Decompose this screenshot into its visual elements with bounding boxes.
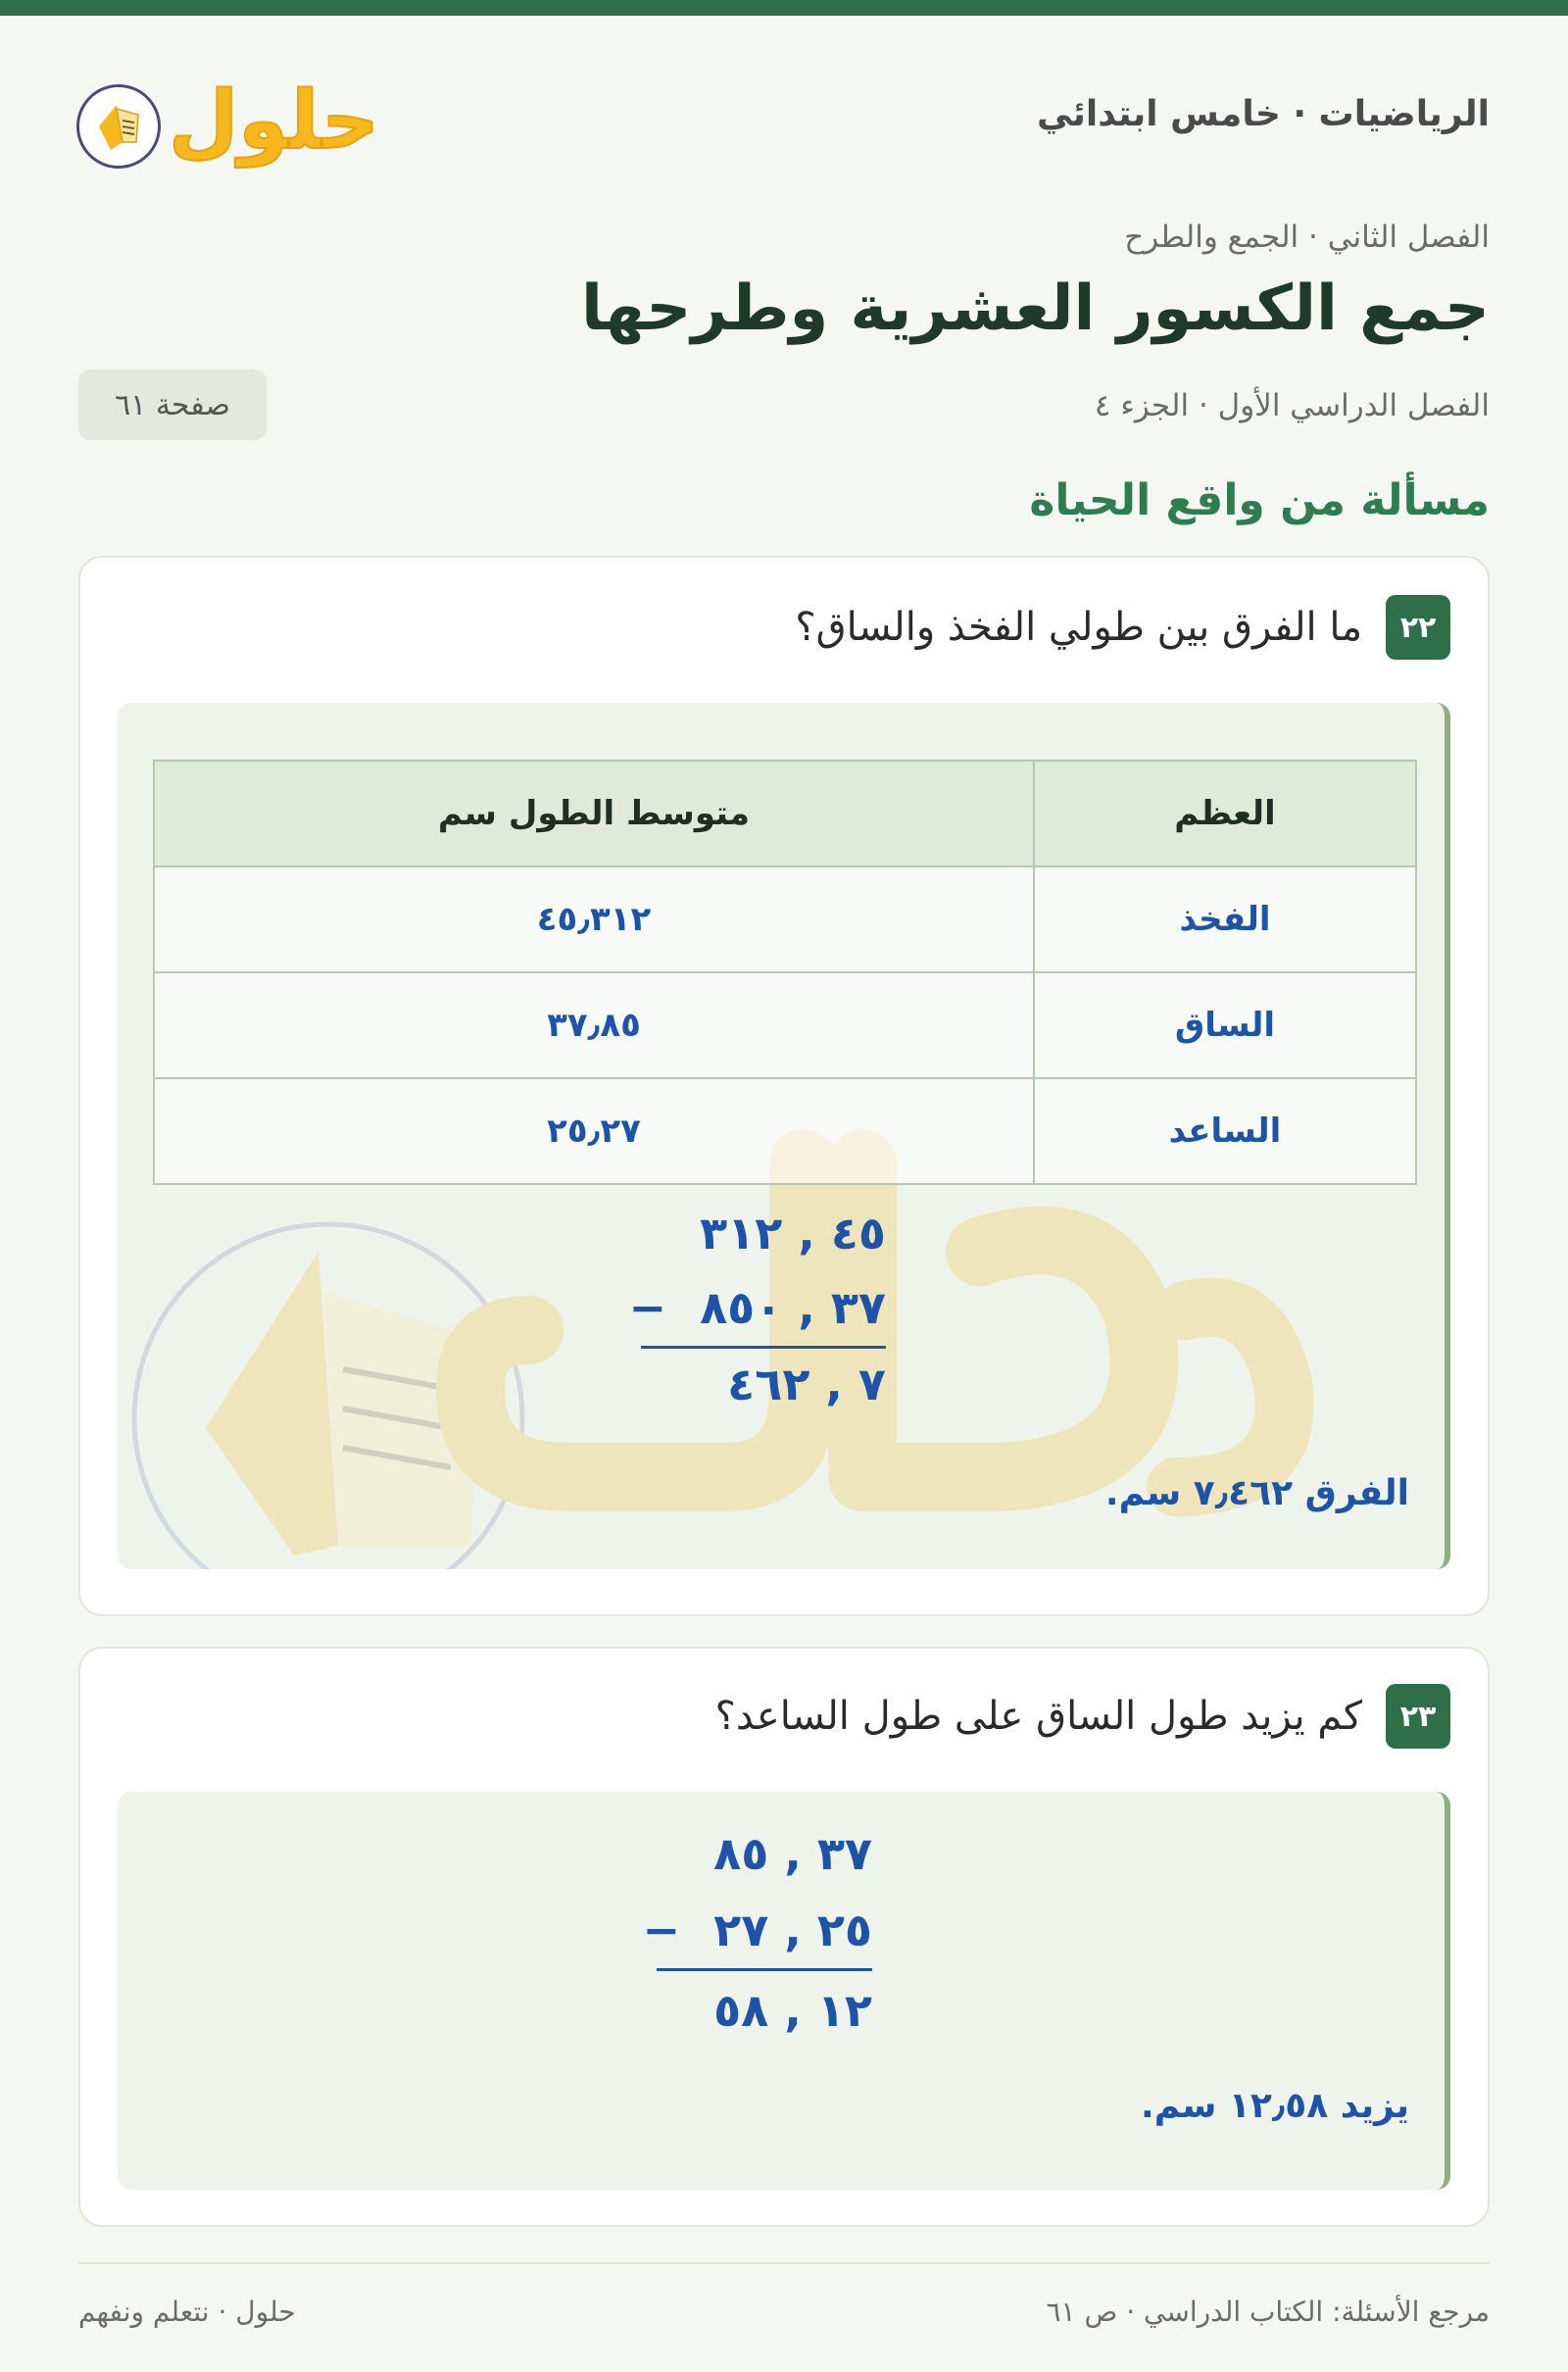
calc-subtrahend: ٢٥ , ٢٧ — [713, 1903, 872, 1956]
page-number-badge: صفحة ٦١ — [78, 370, 267, 440]
answer-box — [118, 703, 1450, 1569]
bone-length-table — [153, 760, 1417, 1185]
section-heading: مسألة من واقع الحياة — [1029, 475, 1490, 525]
calc-divider — [641, 1346, 886, 1349]
calc-operator: − — [642, 1903, 686, 1956]
table-row — [154, 972, 1416, 1078]
semester-label: الفصل الدراسي الأول · الجزء ٤ — [1094, 388, 1490, 423]
calc-result: ١٢ , ٥٨ — [713, 1984, 872, 2037]
footer-divider — [78, 2262, 1490, 2264]
question-card — [78, 556, 1490, 1616]
calc-minuend: ٣٧ , ٨٥ — [713, 1827, 872, 1880]
hulul-logo[interactable] — [76, 63, 380, 180]
question-number-badge: ٢٢ — [1386, 595, 1450, 660]
question-text: ما الفرق بين طولي الفخذ والساق؟ — [795, 605, 1362, 650]
footer-brand: حلول · نتعلم ونفهم — [78, 2296, 296, 2328]
logo-wordmark: حلول — [169, 74, 380, 168]
question-number-badge: ٢٣ — [1386, 1684, 1450, 1749]
calc-operator: − — [628, 1281, 672, 1334]
book-icon — [76, 84, 161, 169]
table-row — [154, 1078, 1416, 1184]
table-cell-length: ٤٥٫٣١٢ — [154, 866, 1034, 972]
question-card — [78, 1647, 1490, 2227]
top-accent-bar — [0, 0, 1568, 16]
calc-minuend: ٤٥ , ٣١٢ — [700, 1207, 886, 1260]
question-header — [715, 1684, 1450, 1749]
table-row — [154, 866, 1416, 972]
answer-box — [118, 1792, 1450, 2190]
answer-text: يزيد ١٢٫٥٨ سم. — [1141, 2086, 1409, 2126]
table-header-row — [154, 761, 1416, 866]
chapter-label: الفصل الثاني · الجمع والطرح — [1124, 220, 1490, 255]
subtraction-calculation — [642, 1827, 872, 2037]
calc-subtrahend: ٣٧ , ٨٥٠ — [700, 1281, 886, 1334]
calc-divider — [657, 1968, 872, 1971]
table-cell-bone: الساق — [1034, 972, 1416, 1078]
question-header — [795, 595, 1450, 660]
subtraction-calculation — [628, 1207, 886, 1410]
table-cell-bone: الساعد — [1034, 1078, 1416, 1184]
table-cell-length: ٣٧٫٨٥ — [154, 972, 1034, 1078]
calc-result: ٧ , ٤٦٢ — [727, 1358, 886, 1410]
table-header-bone: العظم — [1034, 761, 1416, 866]
footer-reference: مرجع الأسئلة: الكتاب الدراسي · ص ٦١ — [1046, 2296, 1490, 2328]
subject-label: الرياضيات · خامس ابتدائي — [1036, 94, 1490, 134]
page-title: جمع الكسور العشرية وطرحها — [580, 272, 1490, 345]
table-cell-bone: الفخذ — [1034, 866, 1416, 972]
answer-text: الفرق ٧٫٤٦٢ سم. — [1104, 1473, 1409, 1513]
table-header-length: متوسط الطول سم — [154, 761, 1034, 866]
table-cell-length: ٢٥٫٢٧ — [154, 1078, 1034, 1184]
question-text: كم يزيد طول الساق على طول الساعد؟ — [714, 1694, 1362, 1739]
